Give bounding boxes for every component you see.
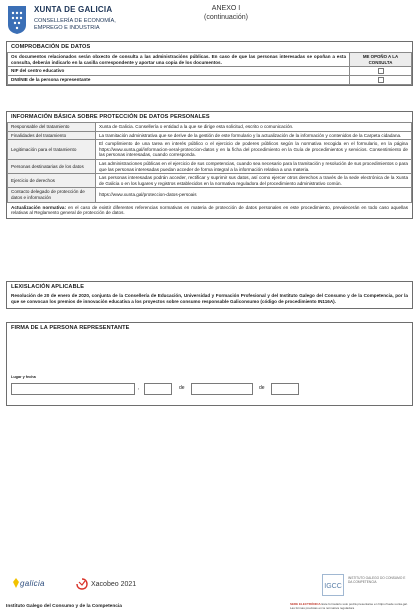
privacy-key: Finalidades del tratamiento bbox=[8, 131, 96, 140]
check-cell bbox=[350, 76, 412, 85]
sede-label: SEDE ELECTRÓNICA bbox=[290, 602, 321, 606]
galicia-logo bbox=[12, 578, 45, 588]
oppose-header: ME OPOÑO A LA CONSULTA bbox=[350, 53, 412, 67]
note-text: en el caso de existir diferentes referencias normativas en materia de protección de datos personales en este procedimiento, prevalecerán en todo caso aquellas relativas al Reglamento general de protección de datos. bbox=[11, 204, 408, 216]
igcc-logo bbox=[322, 574, 410, 596]
institution-name: Instituto Galego del Consumo y de la Competencia bbox=[6, 604, 122, 609]
galicia-logo-text: galicia bbox=[20, 578, 45, 588]
table-row bbox=[8, 140, 412, 160]
page-header bbox=[6, 3, 413, 39]
legislation-text: Resolución de 20 de enero de 2020, conjunta de la Consellería de Educación, Universidad y Formación Profesional y del Instituto Galego del Consumo y de la Competencia, por la que se convocan los premios de innovación educativa a los proyectos sobre consumo responsable Galiconsumo (código de procedimiento IN116A). bbox=[11, 293, 408, 304]
legislation-section bbox=[6, 281, 413, 309]
privacy-contact-link[interactable]: https://www.xunta.gal/proteccion-datos-persoais bbox=[96, 188, 412, 202]
sede-note bbox=[290, 603, 413, 610]
privacy-section bbox=[6, 111, 413, 219]
check-row-label: NIF del centro educativo bbox=[8, 67, 350, 76]
xunta-logo-icon bbox=[6, 5, 28, 35]
note-label: Actualización normativa: bbox=[11, 204, 67, 210]
regulatory-update-note bbox=[7, 203, 412, 219]
annex-title: ANEXO I bbox=[211, 5, 241, 12]
table-row bbox=[8, 67, 412, 76]
xacobeo-logo bbox=[76, 578, 136, 590]
oppose-checkbox-nif[interactable] bbox=[378, 68, 384, 74]
table-row bbox=[8, 174, 412, 188]
galicia-logo-icon bbox=[12, 578, 20, 588]
annex-heading bbox=[186, 5, 266, 22]
sede-text: Este formulario solo podrá presentarse en https://sede.xunta.gal. Las formas previstas en la normativa reguladora bbox=[290, 602, 408, 610]
privacy-value: La tramitación administrativa que se derive de la gestión de este formulario y la actualización de la información y contenidos de la Carpeta cidadana. bbox=[96, 131, 412, 140]
separator-comma: , bbox=[138, 385, 140, 391]
year-input[interactable] bbox=[271, 383, 299, 395]
privacy-key: Contacto delegado de protección de datos e información bbox=[8, 188, 96, 202]
privacy-value: El cumplimiento de una tarea en interés público o el ejercicio de poderes públicos según la normativa recogida en el formulario, en la página https://www.xunta.gal/informacion-xeral-proteccion-datos y en la ficha del procedimiento en la Guía de procedimientos y servicios. Consentimiento de las personas interesadas, cuando corresponda. bbox=[96, 140, 412, 160]
department-line-2: EMPREGO E INDUSTRIA bbox=[34, 24, 100, 31]
place-date-label: Lugar y fecha bbox=[11, 375, 36, 379]
department-name bbox=[34, 18, 154, 32]
privacy-key: Ejercicio de derechos bbox=[8, 174, 96, 188]
table-row bbox=[8, 131, 412, 140]
xacobeo-logo-icon bbox=[76, 578, 88, 590]
department-line-1: CONSELLERÍA DE ECONOMÍA, bbox=[34, 18, 116, 24]
table-row bbox=[8, 159, 412, 173]
privacy-value: Las administraciones públicas en el ejercicio de sus competencias, cuando sea necesario para la tramitación y resolución de sus procedimientos o para que las personas interesadas puedan acceder de forma integral a la información relativa a una materia. bbox=[96, 159, 412, 173]
privacy-table bbox=[7, 122, 412, 203]
table-row bbox=[8, 123, 412, 132]
month-input[interactable] bbox=[191, 383, 253, 395]
check-cell bbox=[350, 67, 412, 76]
xacobeo-logo-text: Xacobeo 2021 bbox=[91, 580, 137, 588]
privacy-key: Responsable del tratamiento bbox=[8, 123, 96, 132]
data-check-table bbox=[7, 52, 412, 85]
igcc-abbr: IGCC bbox=[324, 583, 342, 590]
separator-de-1: de bbox=[179, 385, 185, 391]
privacy-key: Personas destinatarias de los datos bbox=[8, 159, 96, 173]
check-row-label: DNI/NIE de la persona representante bbox=[8, 76, 350, 85]
signature-section bbox=[6, 322, 413, 406]
privacy-value: Xunta de Galicia. Consellería o entidad a la que se dirige esta solicitud, escrito o comunicación. bbox=[96, 123, 412, 132]
igcc-text: INSTITUTO GALEGO DO CONSUMO E DA COMPETENCIA bbox=[348, 576, 406, 584]
privacy-value: Las personas interesadas podrán acceder, rectificar y suprimir sus datos, así como ejercer otros derechos a través de la sede electrónica de la Xunta de Galicia o en los lugares y registros establecidos en la normativa reguladora del procedimiento administrativo común. bbox=[96, 174, 412, 188]
oppose-checkbox-dni[interactable] bbox=[378, 77, 384, 83]
data-check-header-row bbox=[8, 53, 412, 67]
place-input[interactable] bbox=[11, 383, 135, 395]
table-row bbox=[8, 188, 412, 202]
org-name: XUNTA DE GALICIA bbox=[34, 5, 113, 14]
data-check-title: COMPROBACIÓN DE DATOS bbox=[11, 44, 91, 50]
privacy-key: Legitimación para el tratamiento bbox=[8, 140, 96, 160]
privacy-title: INFORMACIÓN BÁSICA SOBRE PROTECCIÓN DE DATOS PERSONALES bbox=[11, 114, 210, 120]
separator-de-2: de bbox=[259, 385, 265, 391]
table-row bbox=[8, 76, 412, 85]
igcc-logo-icon bbox=[322, 574, 344, 596]
data-check-intro: Os documentos relacionados serán obxecto de consulta a las administracións públicas. En caso de que las personas interesadas se opoñan a esta consulta, deberán indicarlo en la casilla correspondente y aportar una copia de los documentos. bbox=[8, 53, 350, 67]
data-check-section bbox=[6, 41, 413, 86]
day-input[interactable] bbox=[144, 383, 172, 395]
signature-title: FIRMA DE LA PERSONA REPRESENTANTE bbox=[11, 325, 130, 331]
legislation-title: LEXISLACIÓN APLICABLE bbox=[11, 284, 85, 290]
annex-subtitle: (continuación) bbox=[204, 13, 248, 21]
